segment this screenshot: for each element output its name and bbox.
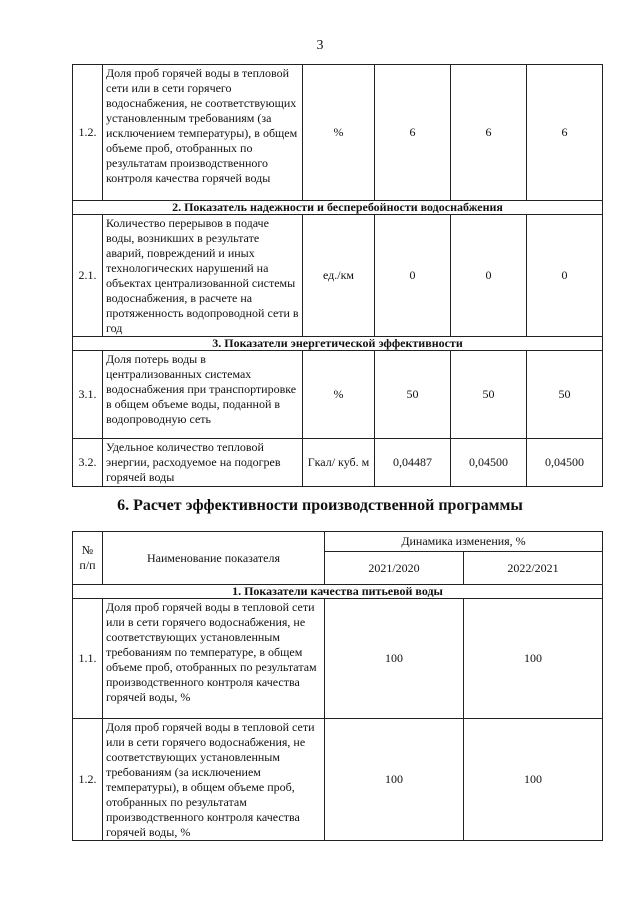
value-cell: 0,04500	[451, 439, 527, 487]
column-header-year: 2021/2020	[325, 552, 464, 585]
section-row	[73, 201, 603, 215]
section-title: 1. Показатели качества питьевой воды	[73, 585, 603, 599]
unit-cell: %	[303, 65, 375, 201]
column-header-year: 2022/2021	[464, 552, 603, 585]
value-cell: 6	[527, 65, 603, 201]
value-cell: 0	[527, 215, 603, 337]
column-header-name: Наименование показателя	[103, 532, 325, 585]
value-cell: 100	[325, 719, 464, 841]
section-title: 3. Показатели энергетической эффективности	[73, 337, 603, 351]
row-number: 1.2.	[73, 65, 103, 201]
indicators-table	[72, 64, 603, 487]
table-row	[73, 351, 603, 439]
row-number: 3.1.	[73, 351, 103, 439]
indicator-name: Доля потерь воды в централизованных системах водоснабжения при транспортировке в общем объеме воды, поданной в водопроводную сеть	[103, 351, 303, 439]
indicator-name: Доля проб горячей воды в тепловой сети или в сети горячего водоснабжения, не соответствующих установленным требованиям по температуре, в общем объеме проб, отобранных по результатам производственного контроля качества горячей воды, %	[103, 599, 325, 719]
section-row	[73, 585, 603, 599]
table-row	[73, 439, 603, 487]
value-cell: 0,04500	[527, 439, 603, 487]
value-cell: 100	[325, 599, 464, 719]
indicator-name: Доля проб горячей воды в тепловой сети или в сети горячего водоснабжения, не соответствующих установленным требованиям (за исключением температуры), в общем объеме проб, отобранных по результатам производственного контроля качества горячей воды, %	[103, 719, 325, 841]
indicator-name: Удельное количество тепловой энергии, расходуемое на подогрев горячей воды	[103, 439, 303, 487]
unit-cell: %	[303, 351, 375, 439]
value-cell: 100	[464, 719, 603, 841]
value-cell: 0	[451, 215, 527, 337]
table-row	[73, 719, 603, 841]
header-row	[73, 532, 603, 552]
efficiency-table	[72, 531, 603, 841]
row-number: 1.1.	[73, 599, 103, 719]
value-cell: 0	[375, 215, 451, 337]
value-cell: 100	[464, 599, 603, 719]
value-cell: 50	[527, 351, 603, 439]
value-cell: 50	[375, 351, 451, 439]
row-number: 1.2.	[73, 719, 103, 841]
table-row	[73, 65, 603, 201]
value-cell: 50	[451, 351, 527, 439]
table-row	[73, 599, 603, 719]
row-number: 3.2.	[73, 439, 103, 487]
section-row	[73, 337, 603, 351]
column-header-number: № п/п	[73, 532, 103, 585]
page-number: 3	[316, 38, 324, 53]
section-heading: 6. Расчет эффективности производственной программы	[117, 497, 523, 514]
row-number: 2.1.	[73, 215, 103, 337]
value-cell: 6	[451, 65, 527, 201]
indicator-name: Доля проб горячей воды в тепловой сети или в сети горячего водоснабжения, не соответствующих установленным требованиям (за исключением температуры), в общем объеме проб, отобранных по результатам производственного контроля качества горячей воды	[103, 65, 303, 201]
value-cell: 6	[375, 65, 451, 201]
table-row	[73, 215, 603, 337]
section-title: 2. Показатель надежности и бесперебойности водоснабжения	[73, 201, 603, 215]
indicator-name: Количество перерывов в подаче воды, возникших в результате аварий, повреждений и иных технологических нарушений на объектах централизованной системы водоснабжения, в расчете на протяженность водопроводной сети в год	[103, 215, 303, 337]
value-cell: 0,04487	[375, 439, 451, 487]
column-header-dynamics: Динамика изменения, %	[325, 532, 603, 552]
unit-cell: ед./км	[303, 215, 375, 337]
unit-cell: Гкал/ куб. м	[303, 439, 375, 487]
